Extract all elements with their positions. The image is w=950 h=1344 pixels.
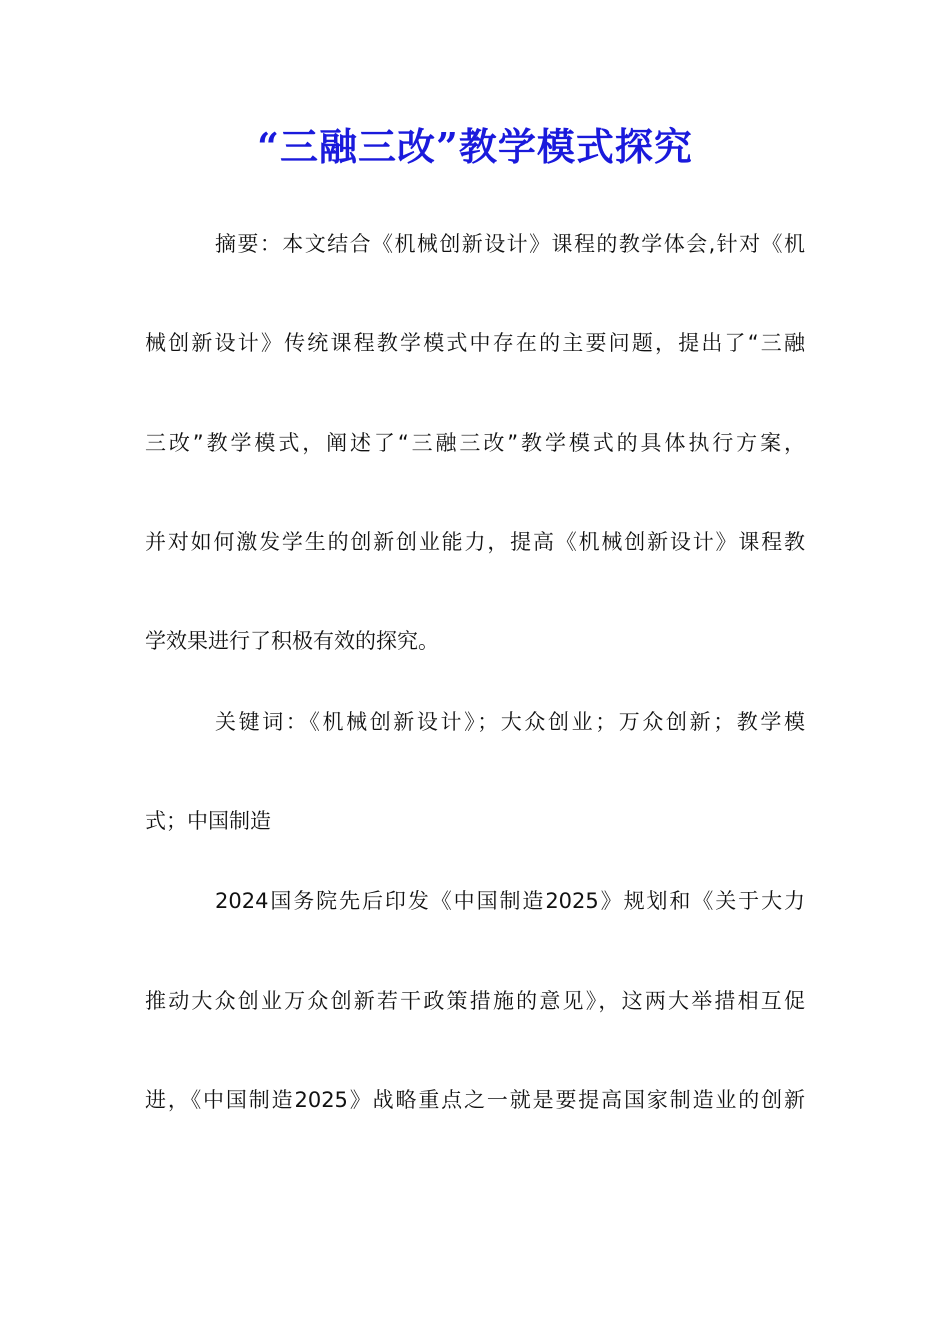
body-line-2: 推动大众创业万众创新若干政策措施的意见》，这两大举措相互促 <box>145 989 805 1013</box>
abstract-line-5: 学效果进行了积极有效的探究。 <box>145 629 439 653</box>
keywords-line-1: 关键词：《机械创新设计》；大众创业；万众创新；教学模 <box>215 710 805 734</box>
body-line-3: 进，《中国制造2025》战略重点之一就是要提高国家制造业的创新 <box>145 1088 805 1112</box>
keywords-line-2: 式；中国制造 <box>145 809 271 833</box>
abstract-line-4: 并对如何激发学生的创新创业能力，提高《机械创新设计》课程教 <box>145 530 805 554</box>
document-title: “三融三改”教学模式探究 <box>257 124 693 169</box>
body-line-1: 2024国务院先后印发《中国制造2025》规划和《关于大力 <box>215 889 805 913</box>
abstract-line-1: 摘要：本文结合《机械创新设计》课程的教学体会,针对《机 <box>215 232 805 256</box>
abstract-line-3: 三改”教学模式，阐述了“三融三改”教学模式的具体执行方案， <box>145 431 805 455</box>
abstract-line-2: 械创新设计》传统课程教学模式中存在的主要问题，提出了“三融 <box>145 331 805 355</box>
